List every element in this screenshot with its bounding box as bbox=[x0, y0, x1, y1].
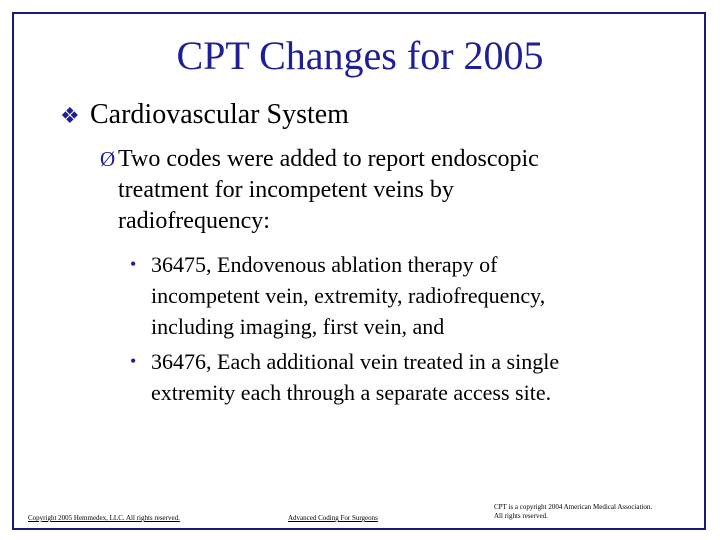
footer-cpt-line: CPT is a copyright 2004 American Medical Association. bbox=[494, 503, 653, 511]
level2-line: radiofrequency: bbox=[118, 208, 270, 234]
bullet-level3-second bbox=[130, 346, 690, 408]
level3-line: incompetent vein, extremity, radiofrequency, bbox=[151, 283, 546, 308]
footer-cpt-notice bbox=[494, 503, 652, 521]
slide-title: CPT Changes for 2005 bbox=[176, 33, 544, 78]
dot-bullet-icon: • bbox=[130, 351, 137, 371]
footer-cpt-line: All rights reserved. bbox=[494, 512, 548, 520]
bullet-level2 bbox=[100, 144, 640, 237]
bullet-level3-first bbox=[130, 249, 690, 342]
dot-bullet-icon: • bbox=[130, 254, 137, 274]
level3-line: extremity each through a separate access site. bbox=[151, 380, 552, 405]
diamond-bullet-icon: ❖ bbox=[60, 103, 80, 128]
level2-line: treatment for incompetent veins by bbox=[118, 177, 454, 203]
level3-line: 36475, Endovenous ablation therapy of bbox=[151, 252, 498, 277]
level3-line: 36476, Each additional vein treated in a single bbox=[151, 349, 560, 374]
footer-course-title: Advanced Coding For Surgeons bbox=[288, 514, 378, 522]
level2-line: Two codes were added to report endoscopic bbox=[118, 146, 539, 172]
bullet-level1 bbox=[60, 98, 349, 133]
footer-copyright: Copyright 2005 Hemmedex, LLC. All rights reserved. bbox=[28, 514, 180, 522]
level3-line: including imaging, first vein, and bbox=[151, 314, 445, 339]
level1-text: Cardiovascular System bbox=[90, 99, 349, 130]
arrow-bullet-icon: Ø bbox=[100, 147, 116, 171]
